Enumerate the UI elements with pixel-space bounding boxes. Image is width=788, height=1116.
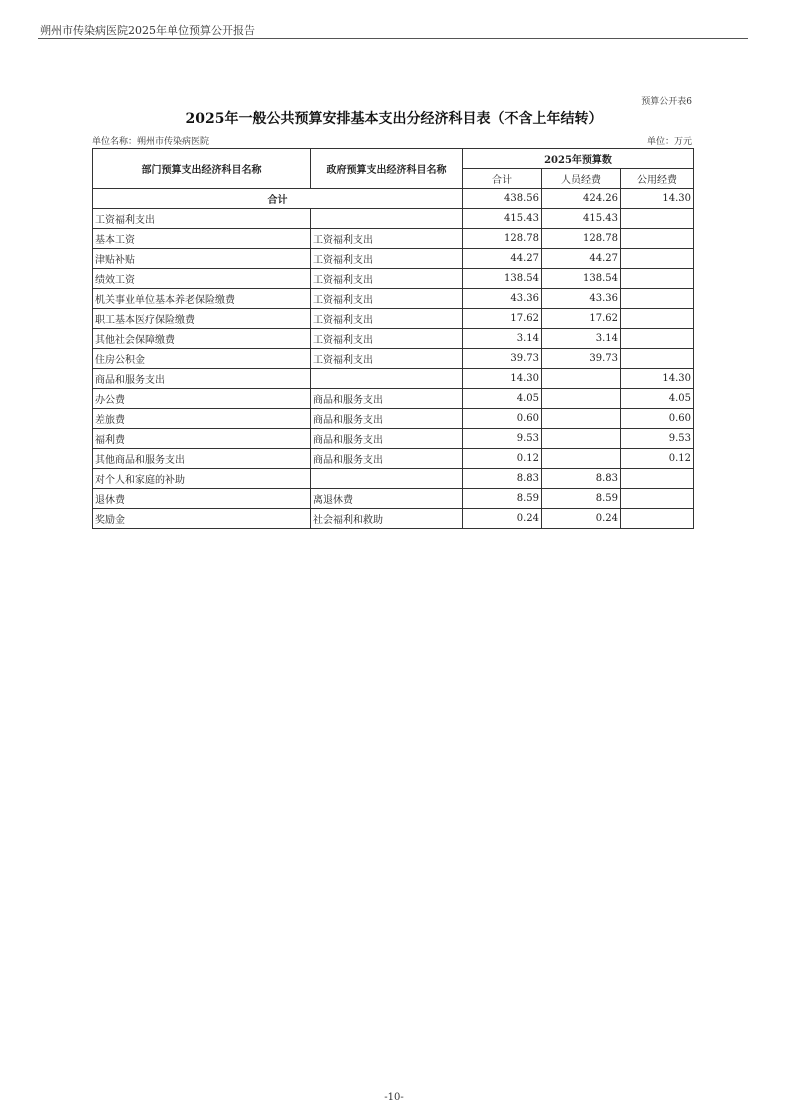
gov-subject-cell: 商品和服务支出 bbox=[311, 429, 463, 449]
personnel-cell bbox=[542, 449, 621, 469]
total-cell: 9.53 bbox=[463, 429, 542, 449]
public-cell bbox=[621, 269, 694, 289]
category-row bbox=[93, 209, 694, 229]
personnel-cell: 8.59 bbox=[542, 489, 621, 509]
page-number: -10- bbox=[384, 1092, 404, 1103]
col-header-total: 合计 bbox=[463, 169, 542, 189]
item-row bbox=[93, 429, 694, 449]
item-row bbox=[93, 309, 694, 329]
currency-unit: 单位：万元 bbox=[646, 137, 692, 147]
total-cell: 39.73 bbox=[463, 349, 542, 369]
personnel-cell: 128.78 bbox=[542, 229, 621, 249]
item-row bbox=[93, 349, 694, 369]
public-cell: 14.30 bbox=[621, 369, 694, 389]
total-cell: 3.14 bbox=[463, 329, 542, 349]
personnel-cell: 415.43 bbox=[542, 209, 621, 229]
header-row-1 bbox=[93, 149, 694, 169]
total-cell: 43.36 bbox=[463, 289, 542, 309]
total-cell: 415.43 bbox=[463, 209, 542, 229]
public-cell bbox=[621, 509, 694, 529]
public-cell: 4.05 bbox=[621, 389, 694, 409]
item-row bbox=[93, 449, 694, 469]
running-header: 朔州市传染病医院2025年单位预算公开报告 bbox=[40, 24, 255, 37]
personnel-cell: 0.24 bbox=[542, 509, 621, 529]
gov-subject-cell: 工资福利支出 bbox=[311, 249, 463, 269]
public-cell bbox=[621, 489, 694, 509]
budget-table bbox=[92, 148, 694, 529]
gov-subject-cell: 离退休费 bbox=[311, 489, 463, 509]
personnel-cell: 17.62 bbox=[542, 309, 621, 329]
item-name: 津贴补贴 bbox=[93, 249, 311, 269]
col-header-gov-subject: 政府预算支出经济科目名称 bbox=[311, 149, 463, 189]
personnel-cell: 44.27 bbox=[542, 249, 621, 269]
total-cell: 4.05 bbox=[463, 389, 542, 409]
item-name: 其他商品和服务支出 bbox=[93, 449, 311, 469]
item-name: 奖励金 bbox=[93, 509, 311, 529]
col-header-public: 公用经费 bbox=[621, 169, 694, 189]
item-row bbox=[93, 409, 694, 429]
total-cell: 138.54 bbox=[463, 269, 542, 289]
item-name: 福利费 bbox=[93, 429, 311, 449]
public-cell bbox=[621, 329, 694, 349]
total-cell: 17.62 bbox=[463, 309, 542, 329]
category-name: 对个人和家庭的补助 bbox=[93, 469, 311, 489]
personnel-cell bbox=[542, 409, 621, 429]
item-row bbox=[93, 389, 694, 409]
category-name: 商品和服务支出 bbox=[93, 369, 311, 389]
gov-subject-cell: 工资福利支出 bbox=[311, 289, 463, 309]
header-divider bbox=[38, 38, 748, 39]
item-name: 基本工资 bbox=[93, 229, 311, 249]
gov-subject-cell: 商品和服务支出 bbox=[311, 449, 463, 469]
total-cell: 128.78 bbox=[463, 229, 542, 249]
public-cell bbox=[621, 209, 694, 229]
item-row bbox=[93, 509, 694, 529]
total-row bbox=[93, 189, 694, 209]
personnel-cell bbox=[542, 369, 621, 389]
personnel-cell bbox=[542, 429, 621, 449]
item-name: 机关事业单位基本养老保险缴费 bbox=[93, 289, 311, 309]
gov-subject-cell bbox=[311, 209, 463, 229]
total-cell: 8.83 bbox=[463, 469, 542, 489]
public-cell: 0.60 bbox=[621, 409, 694, 429]
category-name: 工资福利支出 bbox=[93, 209, 311, 229]
gov-subject-cell: 工资福利支出 bbox=[311, 329, 463, 349]
personnel-cell: 3.14 bbox=[542, 329, 621, 349]
col-header-budget-group: 2025年预算数 bbox=[463, 149, 694, 169]
public-cell bbox=[621, 289, 694, 309]
table-body bbox=[93, 189, 694, 529]
total-cell: 8.59 bbox=[463, 489, 542, 509]
col-header-dept-subject: 部门预算支出经济科目名称 bbox=[93, 149, 311, 189]
table-code: 预算公开表6 bbox=[641, 97, 692, 107]
personnel-cell: 138.54 bbox=[542, 269, 621, 289]
total-cell: 44.27 bbox=[463, 249, 542, 269]
unit-name: 单位名称：朔州市传染病医院 bbox=[92, 137, 210, 147]
gov-subject-cell bbox=[311, 469, 463, 489]
item-row bbox=[93, 329, 694, 349]
gov-subject-cell: 商品和服务支出 bbox=[311, 389, 463, 409]
category-row bbox=[93, 369, 694, 389]
gov-subject-cell: 商品和服务支出 bbox=[311, 409, 463, 429]
item-name: 绩效工资 bbox=[93, 269, 311, 289]
public-cell bbox=[621, 249, 694, 269]
personnel-cell: 43.36 bbox=[542, 289, 621, 309]
public-cell bbox=[621, 349, 694, 369]
col-header-personnel: 人员经费 bbox=[542, 169, 621, 189]
item-row bbox=[93, 249, 694, 269]
public-cell: 9.53 bbox=[621, 429, 694, 449]
public-cell bbox=[621, 469, 694, 489]
report-title: 2025年一般公共预算安排基本支出分经济科目表（不含上年结转） bbox=[185, 111, 603, 127]
item-name: 其他社会保障缴费 bbox=[93, 329, 311, 349]
item-name: 办公费 bbox=[93, 389, 311, 409]
public-cell bbox=[621, 229, 694, 249]
public-cell bbox=[621, 309, 694, 329]
public-cell: 14.30 bbox=[621, 189, 694, 209]
personnel-cell: 8.83 bbox=[542, 469, 621, 489]
total-cell: 438.56 bbox=[463, 189, 542, 209]
personnel-cell: 39.73 bbox=[542, 349, 621, 369]
item-row bbox=[93, 489, 694, 509]
item-row bbox=[93, 289, 694, 309]
gov-subject-cell: 工资福利支出 bbox=[311, 229, 463, 249]
item-name: 退休费 bbox=[93, 489, 311, 509]
personnel-cell bbox=[542, 389, 621, 409]
total-label: 合计 bbox=[93, 189, 463, 209]
personnel-cell: 424.26 bbox=[542, 189, 621, 209]
total-cell: 0.24 bbox=[463, 509, 542, 529]
total-cell: 0.60 bbox=[463, 409, 542, 429]
item-name: 差旅费 bbox=[93, 409, 311, 429]
public-cell: 0.12 bbox=[621, 449, 694, 469]
category-row bbox=[93, 469, 694, 489]
item-row bbox=[93, 229, 694, 249]
gov-subject-cell: 工资福利支出 bbox=[311, 309, 463, 329]
item-row bbox=[93, 269, 694, 289]
gov-subject-cell: 工资福利支出 bbox=[311, 269, 463, 289]
gov-subject-cell: 工资福利支出 bbox=[311, 349, 463, 369]
gov-subject-cell bbox=[311, 369, 463, 389]
item-name: 住房公积金 bbox=[93, 349, 311, 369]
total-cell: 0.12 bbox=[463, 449, 542, 469]
gov-subject-cell: 社会福利和救助 bbox=[311, 509, 463, 529]
total-cell: 14.30 bbox=[463, 369, 542, 389]
item-name: 职工基本医疗保险缴费 bbox=[93, 309, 311, 329]
